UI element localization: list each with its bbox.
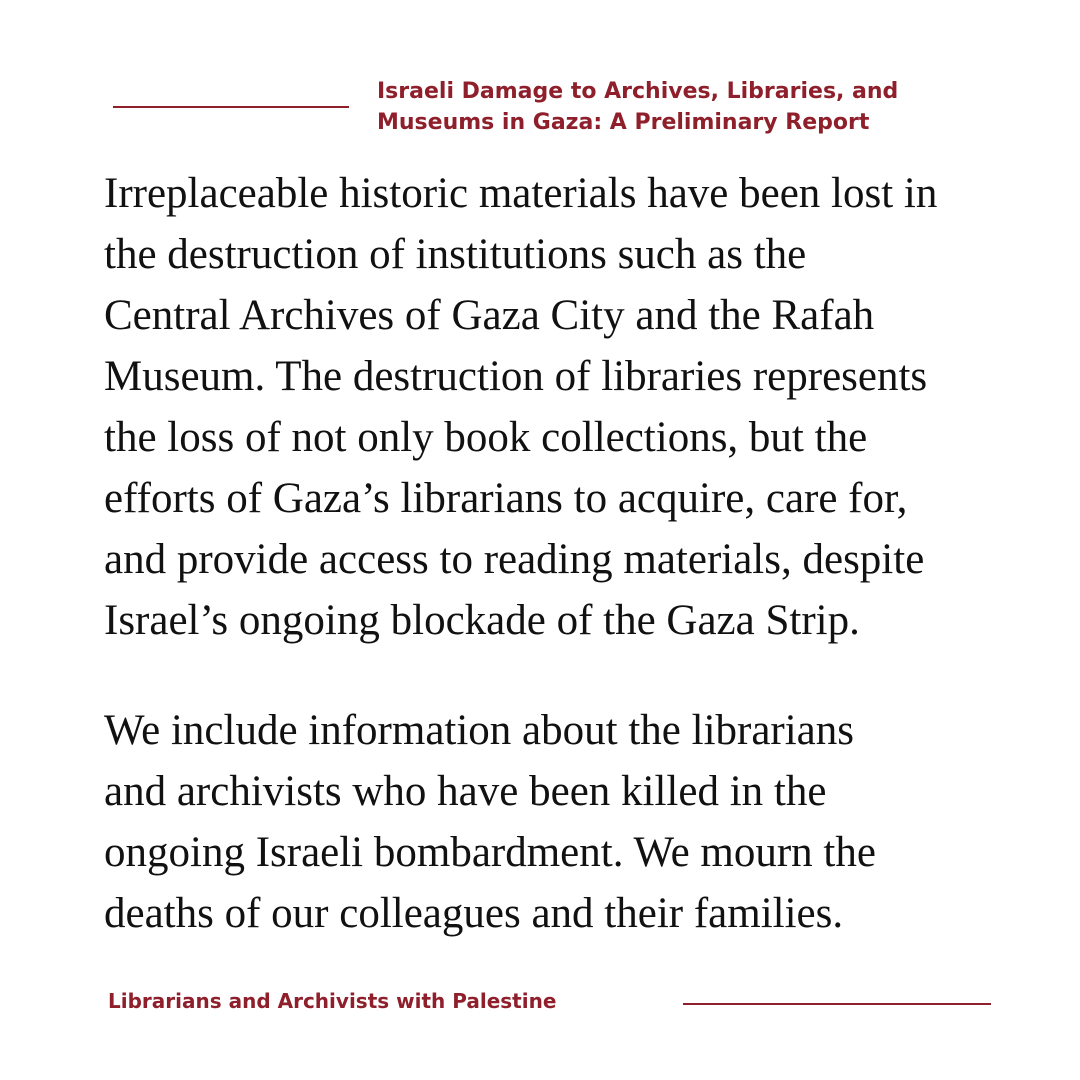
paragraph-line: ongoing Israeli bombardment. We mourn the [104,829,876,876]
paragraph-line: and provide access to reading materials, despite [104,536,925,583]
report-title-line: Israeli Damage to Archives, Libraries, and [377,79,899,104]
paragraph-line: We include information about the librarians [104,707,855,754]
paragraph-line: deaths of our colleagues and their families. [104,890,844,937]
report-title [377,76,1017,138]
header-divider-line [113,106,349,108]
body-paragraph-1 [104,163,1044,651]
paragraph-line: Irreplaceable historic materials have been lost in [104,170,938,217]
organization-name: Librarians and Archivists with Palestine [108,989,557,1013]
paragraph-line: Central Archives of Gaza City and the Rafah [104,292,875,339]
paragraph-line: Museum. The destruction of libraries represents [104,353,928,400]
footer-divider-line [683,1003,991,1005]
paragraph-line: Israel’s ongoing blockade of the Gaza Strip. [104,597,860,644]
paragraph-line: and archivists who have been killed in the [104,768,827,815]
paragraph-line: efforts of Gaza’s librarians to acquire, care for, [104,475,908,522]
report-title-line: Museums in Gaza: A Preliminary Report [377,110,870,135]
paragraph-line: the loss of not only book collections, but the [104,414,868,461]
body-paragraph-2 [104,700,1044,944]
paragraph-line: the destruction of institutions such as the [104,231,807,278]
